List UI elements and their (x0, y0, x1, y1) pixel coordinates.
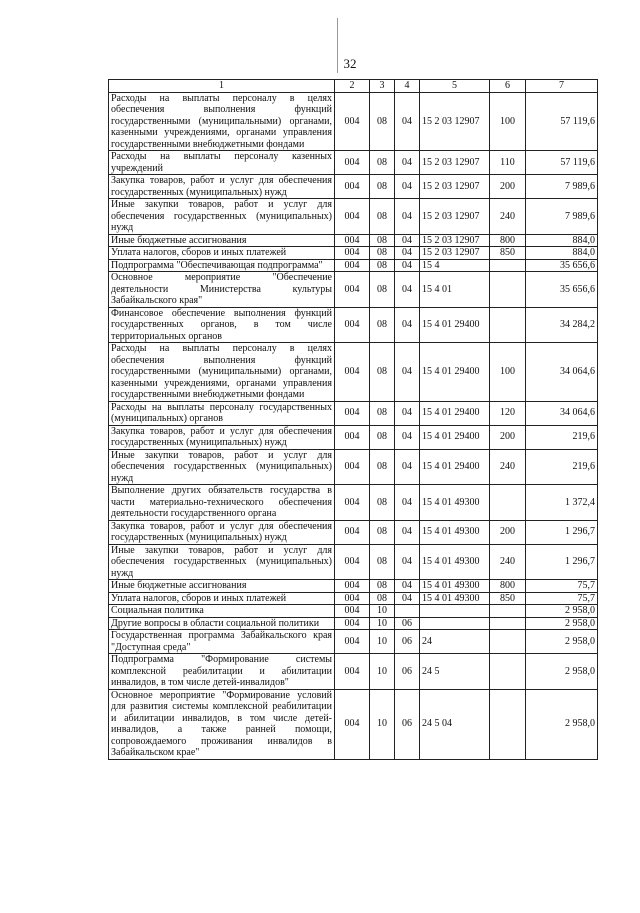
row-vr-cell: 100 (490, 343, 526, 402)
header-cell: 1 (109, 80, 335, 93)
row-vr-cell (490, 605, 526, 618)
row-vr-cell (490, 272, 526, 308)
row-pr-cell: 04 (395, 343, 420, 402)
row-vr-cell: 200 (490, 175, 526, 199)
row-vr-cell (490, 617, 526, 630)
row-rz-cell: 08 (370, 520, 395, 544)
table-row (109, 485, 598, 521)
row-name-cell: Расходы на выплаты персоналу в целях обеспечения выполнения функций государственными (муниципальными) органами, казенными учреждениями, органами управления государственными внебюджетными фондами (109, 343, 335, 402)
row-sum-cell: 884,0 (526, 247, 598, 260)
row-vr-cell (490, 485, 526, 521)
row-rz-cell: 10 (370, 689, 395, 759)
row-rz-cell: 08 (370, 272, 395, 308)
row-name-cell: Подпрограмма "Формирование системы комплексной реабилитации и абилитации инвалидов, в том числе детей-инвалидов" (109, 654, 335, 690)
row-sum-cell: 35 656,6 (526, 272, 598, 308)
row-vr-cell (490, 654, 526, 690)
row-pr-cell: 04 (395, 259, 420, 272)
row-pr-cell: 06 (395, 617, 420, 630)
table-row (109, 630, 598, 654)
row-vr-cell: 200 (490, 520, 526, 544)
row-name-cell: Основное мероприятие "Формирование условий для развития системы комплексной реабилитации и абилитации инвалидов, в том числе детей-инвалидов, а также ранней помощи, сопровождаемого проживания инвалидов в Забайкальском крае" (109, 689, 335, 759)
row-vr-cell: 800 (490, 234, 526, 247)
row-name-cell: Уплата налогов, сборов и иных платежей (109, 592, 335, 605)
table-row (109, 92, 598, 151)
row-csr-cell: 15 4 01 49300 (420, 592, 490, 605)
row-rz-cell: 08 (370, 544, 395, 580)
row-name-cell: Расходы на выплаты персоналу государственных (муниципальных) органов (109, 401, 335, 425)
row-sum-cell: 2 958,0 (526, 654, 598, 690)
row-gr-cell: 004 (335, 175, 370, 199)
page-number: 32 (343, 56, 357, 71)
row-name-cell: Иные бюджетные ассигнования (109, 234, 335, 247)
row-name-cell: Выполнение других обязательств государства в части материально-технического обеспечения деятельности государственного органа (109, 485, 335, 521)
row-pr-cell: 04 (395, 247, 420, 260)
row-vr-cell: 240 (490, 449, 526, 485)
row-name-cell: Другие вопросы в области социальной политики (109, 617, 335, 630)
row-sum-cell: 219,6 (526, 449, 598, 485)
row-sum-cell: 75,7 (526, 592, 598, 605)
table-row (109, 175, 598, 199)
table-row (109, 617, 598, 630)
row-gr-cell: 004 (335, 343, 370, 402)
row-csr-cell: 15 2 03 12907 (420, 247, 490, 260)
header-cell: 7 (526, 80, 598, 93)
row-sum-cell: 219,6 (526, 425, 598, 449)
table-row (109, 449, 598, 485)
row-gr-cell: 004 (335, 247, 370, 260)
row-sum-cell: 2 958,0 (526, 689, 598, 759)
row-sum-cell: 2 958,0 (526, 605, 598, 618)
row-gr-cell: 004 (335, 605, 370, 618)
table-row (109, 425, 598, 449)
row-gr-cell: 004 (335, 199, 370, 235)
row-vr-cell: 100 (490, 92, 526, 151)
row-rz-cell: 08 (370, 199, 395, 235)
row-gr-cell: 004 (335, 617, 370, 630)
row-pr-cell: 04 (395, 175, 420, 199)
row-csr-cell: 15 4 01 29400 (420, 401, 490, 425)
row-rz-cell: 08 (370, 425, 395, 449)
row-vr-cell: 850 (490, 247, 526, 260)
row-rz-cell: 10 (370, 654, 395, 690)
row-gr-cell: 004 (335, 544, 370, 580)
row-csr-cell: 15 2 03 12907 (420, 175, 490, 199)
row-sum-cell: 57 119,6 (526, 92, 598, 151)
row-sum-cell: 57 119,6 (526, 151, 598, 175)
row-name-cell: Подпрограмма "Обеспечивающая подпрограмма" (109, 259, 335, 272)
row-gr-cell: 004 (335, 425, 370, 449)
row-csr-cell: 24 5 04 (420, 689, 490, 759)
table-row (109, 234, 598, 247)
row-rz-cell: 08 (370, 401, 395, 425)
row-gr-cell: 004 (335, 689, 370, 759)
row-gr-cell: 004 (335, 449, 370, 485)
header-cell: 5 (420, 80, 490, 93)
row-rz-cell: 08 (370, 580, 395, 593)
row-sum-cell: 1 372,4 (526, 485, 598, 521)
table-row (109, 151, 598, 175)
row-sum-cell: 34 064,6 (526, 343, 598, 402)
row-rz-cell: 08 (370, 92, 395, 151)
row-csr-cell (420, 605, 490, 618)
row-vr-cell: 800 (490, 580, 526, 593)
row-rz-cell: 10 (370, 605, 395, 618)
row-csr-cell: 24 (420, 630, 490, 654)
header-cell: 4 (395, 80, 420, 93)
table-row (109, 544, 598, 580)
table-row (109, 259, 598, 272)
row-name-cell: Основное мероприятие "Обеспечение деятельности Министерства культуры Забайкальского края" (109, 272, 335, 308)
row-sum-cell: 1 296,7 (526, 520, 598, 544)
table-row (109, 401, 598, 425)
row-rz-cell: 08 (370, 259, 395, 272)
row-rz-cell: 10 (370, 617, 395, 630)
table-row (109, 343, 598, 402)
row-rz-cell: 08 (370, 151, 395, 175)
table-row (109, 520, 598, 544)
row-vr-cell (490, 689, 526, 759)
row-pr-cell: 04 (395, 272, 420, 308)
row-pr-cell: 06 (395, 630, 420, 654)
row-sum-cell: 2 958,0 (526, 630, 598, 654)
row-vr-cell: 850 (490, 592, 526, 605)
row-csr-cell: 15 4 01 49300 (420, 544, 490, 580)
row-sum-cell: 7 989,6 (526, 199, 598, 235)
table-row (109, 247, 598, 260)
row-name-cell: Закупка товаров, работ и услуг для обеспечения государственных (муниципальных) нужд (109, 175, 335, 199)
row-gr-cell: 004 (335, 272, 370, 308)
row-pr-cell: 04 (395, 151, 420, 175)
row-name-cell: Расходы на выплаты персоналу казенных учреждений (109, 151, 335, 175)
row-rz-cell: 08 (370, 592, 395, 605)
row-sum-cell: 884,0 (526, 234, 598, 247)
row-name-cell: Государственная программа Забайкальского края "Доступная среда" (109, 630, 335, 654)
row-name-cell: Закупка товаров, работ и услуг для обеспечения государственных (муниципальных) нужд (109, 425, 335, 449)
budget-table (108, 79, 598, 760)
row-gr-cell: 004 (335, 401, 370, 425)
row-pr-cell: 04 (395, 592, 420, 605)
header-cell: 3 (370, 80, 395, 93)
row-pr-cell: 04 (395, 307, 420, 343)
row-csr-cell: 24 5 (420, 654, 490, 690)
header-cell: 2 (335, 80, 370, 93)
row-rz-cell: 10 (370, 630, 395, 654)
row-pr-cell: 04 (395, 520, 420, 544)
row-vr-cell: 240 (490, 544, 526, 580)
row-csr-cell (420, 617, 490, 630)
row-csr-cell: 15 4 01 (420, 272, 490, 308)
row-sum-cell: 1 296,7 (526, 544, 598, 580)
row-csr-cell: 15 4 (420, 259, 490, 272)
row-sum-cell: 34 284,2 (526, 307, 598, 343)
row-csr-cell: 15 4 01 29400 (420, 343, 490, 402)
header-row (109, 80, 598, 93)
row-pr-cell (395, 605, 420, 618)
row-pr-cell: 04 (395, 425, 420, 449)
row-sum-cell: 7 989,6 (526, 175, 598, 199)
table-row (109, 654, 598, 690)
row-vr-cell: 200 (490, 425, 526, 449)
row-gr-cell: 004 (335, 307, 370, 343)
row-name-cell: Иные закупки товаров, работ и услуг для обеспечения государственных (муниципальных) нужд (109, 544, 335, 580)
row-gr-cell: 004 (335, 520, 370, 544)
row-pr-cell: 04 (395, 580, 420, 593)
row-name-cell: Закупка товаров, работ и услуг для обеспечения государственных (муниципальных) нужд (109, 520, 335, 544)
row-name-cell: Иные закупки товаров, работ и услуг для обеспечения государственных (муниципальных) нужд (109, 199, 335, 235)
row-name-cell: Социальная политика (109, 605, 335, 618)
table-row (109, 272, 598, 308)
row-csr-cell: 15 4 01 29400 (420, 449, 490, 485)
table-row (109, 689, 598, 759)
row-pr-cell: 06 (395, 689, 420, 759)
row-csr-cell: 15 4 01 49300 (420, 580, 490, 593)
row-gr-cell: 004 (335, 234, 370, 247)
row-vr-cell (490, 630, 526, 654)
row-pr-cell: 04 (395, 401, 420, 425)
row-rz-cell: 08 (370, 485, 395, 521)
row-pr-cell: 04 (395, 234, 420, 247)
row-rz-cell: 08 (370, 343, 395, 402)
table-row (109, 199, 598, 235)
row-vr-cell: 120 (490, 401, 526, 425)
row-name-cell: Иные бюджетные ассигнования (109, 580, 335, 593)
row-vr-cell (490, 259, 526, 272)
row-gr-cell: 004 (335, 259, 370, 272)
row-sum-cell: 35 656,6 (526, 259, 598, 272)
row-gr-cell: 004 (335, 92, 370, 151)
table-row (109, 592, 598, 605)
row-gr-cell: 004 (335, 630, 370, 654)
row-rz-cell: 08 (370, 449, 395, 485)
row-gr-cell: 004 (335, 580, 370, 593)
row-pr-cell: 06 (395, 654, 420, 690)
row-pr-cell: 04 (395, 485, 420, 521)
row-name-cell: Финансовое обеспечение выполнения функций государственных органов, в том числе территориальных органов (109, 307, 335, 343)
row-sum-cell: 34 064,6 (526, 401, 598, 425)
row-pr-cell: 04 (395, 449, 420, 485)
row-sum-cell: 75,7 (526, 580, 598, 593)
row-vr-cell: 110 (490, 151, 526, 175)
row-csr-cell: 15 2 03 12907 (420, 92, 490, 151)
row-csr-cell: 15 2 03 12907 (420, 151, 490, 175)
row-csr-cell: 15 4 01 29400 (420, 307, 490, 343)
row-csr-cell: 15 4 01 29400 (420, 425, 490, 449)
row-name-cell: Уплата налогов, сборов и иных платежей (109, 247, 335, 260)
row-name-cell: Иные закупки товаров, работ и услуг для обеспечения государственных (муниципальных) нужд (109, 449, 335, 485)
row-gr-cell: 004 (335, 654, 370, 690)
row-gr-cell: 004 (335, 151, 370, 175)
table-row (109, 307, 598, 343)
row-rz-cell: 08 (370, 307, 395, 343)
row-pr-cell: 04 (395, 199, 420, 235)
header-cell: 6 (490, 80, 526, 93)
row-sum-cell: 2 958,0 (526, 617, 598, 630)
row-pr-cell: 04 (395, 544, 420, 580)
row-rz-cell: 08 (370, 234, 395, 247)
row-csr-cell: 15 4 01 49300 (420, 485, 490, 521)
row-csr-cell: 15 2 03 12907 (420, 234, 490, 247)
row-rz-cell: 08 (370, 175, 395, 199)
row-rz-cell: 08 (370, 247, 395, 260)
row-gr-cell: 004 (335, 485, 370, 521)
row-csr-cell: 15 4 01 49300 (420, 520, 490, 544)
table-row (109, 605, 598, 618)
row-vr-cell (490, 307, 526, 343)
row-csr-cell: 15 2 03 12907 (420, 199, 490, 235)
row-gr-cell: 004 (335, 592, 370, 605)
row-vr-cell: 240 (490, 199, 526, 235)
row-pr-cell: 04 (395, 92, 420, 151)
table-row (109, 580, 598, 593)
row-name-cell: Расходы на выплаты персоналу в целях обеспечения выполнения функций государственными (муниципальными) органами, казенными учреждениями, органами управления государственными внебюджетными фондами (109, 92, 335, 151)
